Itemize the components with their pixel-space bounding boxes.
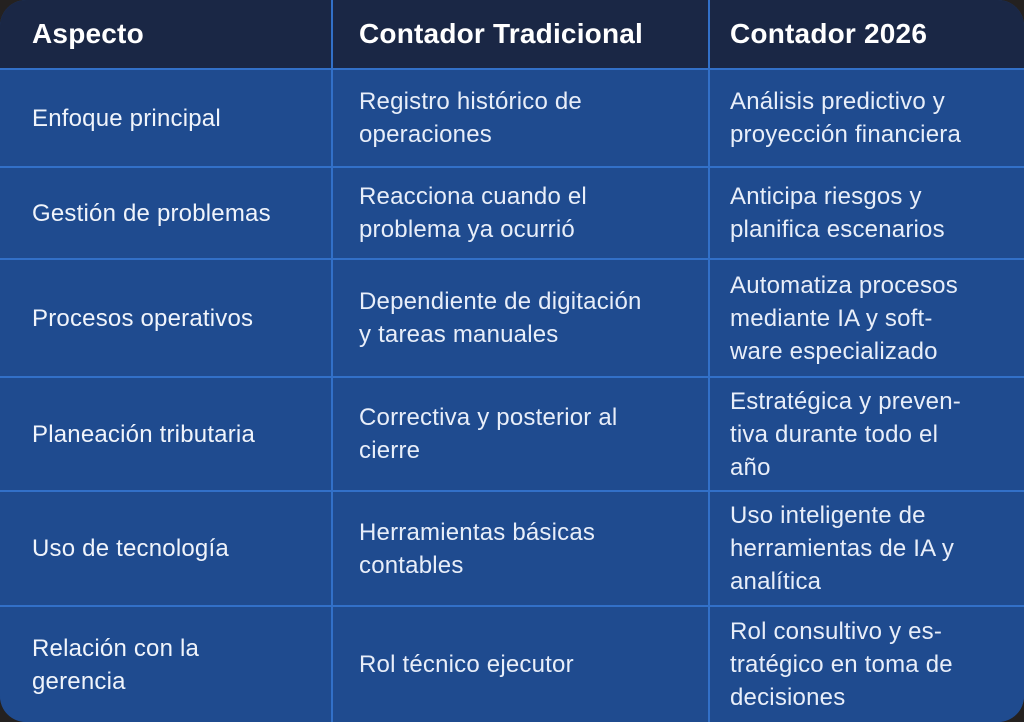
row-uso-de-tecnologia-traditional: Herramientas básicas contables bbox=[333, 490, 710, 605]
row-enfoque-principal-modern: Análisis predictivo y proyección financiera bbox=[710, 68, 1024, 166]
row-uso-de-tecnologia-modern: Uso inteligente de herramientas de IA y analítica bbox=[710, 490, 1024, 605]
row-gestion-de-problemas-aspect: Gestión de problemas bbox=[0, 166, 333, 258]
row-uso-de-tecnologia-aspect: Uso de tecnología bbox=[0, 490, 333, 605]
row-relacion-con-la-gerencia-aspect: Relación con la gerencia bbox=[0, 605, 333, 722]
row-planeacion-tributaria-modern: Estratégica y preven- tiva durante todo el año bbox=[710, 376, 1024, 490]
row-procesos-operativos-aspect: Procesos operativos bbox=[0, 258, 333, 376]
row-gestion-de-problemas-modern: Anticipa riesgos y planifica escenarios bbox=[710, 166, 1024, 258]
row-planeacion-tributaria-aspect: Planeación tributaria bbox=[0, 376, 333, 490]
header-cell-contador-tradicional: Contador Tradicional bbox=[333, 0, 710, 68]
row-relacion-con-la-gerencia-modern: Rol consultivo y es- tratégico en toma de decisiones bbox=[710, 605, 1024, 722]
row-enfoque-principal-aspect: Enfoque principal bbox=[0, 68, 333, 166]
row-gestion-de-problemas-traditional: Reacciona cuando el problema ya ocurrió bbox=[333, 166, 710, 258]
row-relacion-con-la-gerencia-traditional: Rol técnico ejecutor bbox=[333, 605, 710, 722]
header-cell-aspecto: Aspecto bbox=[0, 0, 333, 68]
row-procesos-operativos-traditional: Dependiente de digitación y tareas manuales bbox=[333, 258, 710, 376]
header-cell-contador-2026: Contador 2026 bbox=[710, 0, 1024, 68]
row-enfoque-principal-traditional: Registro histórico de operaciones bbox=[333, 68, 710, 166]
row-procesos-operativos-modern: Automatiza procesos mediante IA y soft- ware especializado bbox=[710, 258, 1024, 376]
row-planeacion-tributaria-traditional: Correctiva y posterior al cierre bbox=[333, 376, 710, 490]
